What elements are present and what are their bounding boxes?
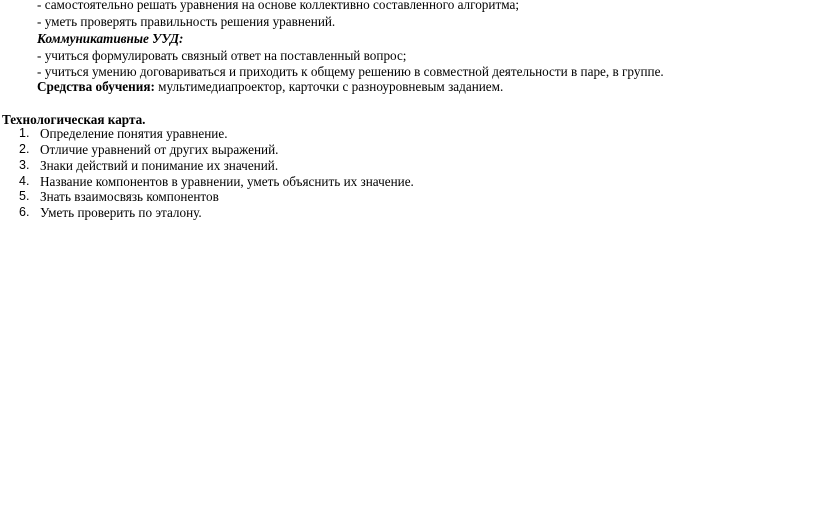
list-item-text: Знаки действий и понимание их значений. <box>40 158 279 173</box>
communicative-line-1: - учиться формулировать связный ответ на поставленный вопрос; <box>37 48 407 63</box>
list-item-number: 1. <box>19 126 30 140</box>
list-item-text: Определение понятия уравнение. <box>40 126 228 141</box>
means-text: мультимедиапроектор, карточки с разноуровневым заданием. <box>154 79 504 94</box>
communicative-line-2: - учиться умению договариваться и приходить к общему решению в совместной деятельности в паре, в группе. <box>37 64 664 79</box>
communicative-heading: Коммуникативные УУД: <box>37 31 184 46</box>
list-item-number: 2. <box>19 142 30 156</box>
list-item-text: Знать взаимосвязь компонентов <box>40 189 219 204</box>
list-item-text: Название компонентов в уравнении, уметь объяснить их значение. <box>40 174 414 189</box>
list-item-number: 4. <box>19 174 30 188</box>
tech-map-heading: Технологическая карта. <box>2 112 146 127</box>
means-paragraph <box>37 78 503 95</box>
list-item-text: Отличие уравнений от других выражений. <box>40 142 279 157</box>
means-label: Средства обучения: <box>37 79 155 94</box>
list-item-number: 3. <box>19 158 30 172</box>
goal-line-1: - самостоятельно решать уравнения на основе коллективно составленного алгоритма; <box>37 0 519 12</box>
list-item-text: Уметь проверить по эталону. <box>40 205 202 220</box>
goal-line-2: - уметь проверять правильность решения уравнений. <box>37 14 336 29</box>
list-item-number: 5. <box>19 189 30 203</box>
list-item-number: 6. <box>19 205 30 219</box>
